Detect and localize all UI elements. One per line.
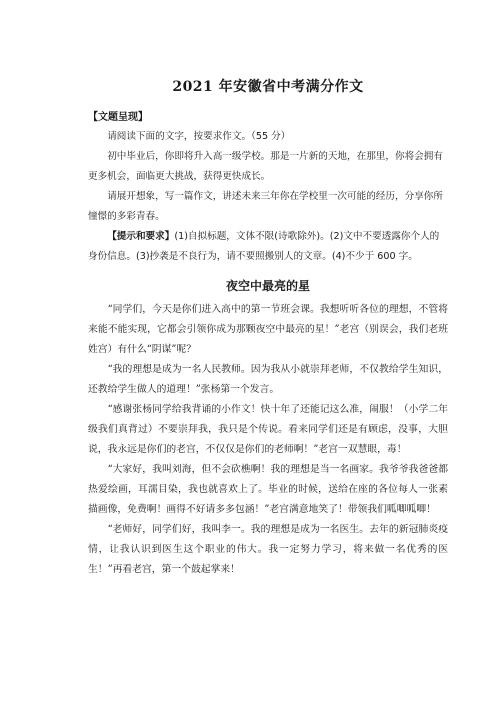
prompt-task: 请展开想象，写一篇作文，讲述未来三年你在学校里一次可能的经历，分享你所憧憬的多彩青春。 (88, 191, 443, 222)
essay-paragraph: “老师好，同学们好，我叫李一。我的理想是成为一名医生。去年的新冠肺炎疫情，让我认识到医生这个职业的伟大。我一定努力学习，将来做一名优秀的医生！”再看老宫，第一个鼓起掌来！ (88, 524, 448, 575)
section-label: 【文题呈现】 (88, 112, 148, 123)
requirements-label: 【提示和要求】 (107, 231, 175, 242)
essay-paragraph: “我的理想是成为一名人民教师。因为我从小就崇拜老师，不仅教给学生知识，还教给学生做人的道理！”张杨第一个发言。 (88, 364, 448, 395)
essay-paragraph: “同学们，今天是你们进入高中的第一节班会课。我想听听各位的理想，不管将来能不能实现，它都会引领你成为那颗夜空中最亮的星！”老宫（别误会，我们老班姓宫）有什么“阴谋”呢？ (88, 304, 448, 355)
essay-paragraph: “大家好，我叫刘海，但不会砍樵啊！我的理想是当一名画家。我爷爷我爸爸都热爱绘画，耳濡目染，我也就喜欢上了。毕业的时候，送给在座的各位每人一张素描画像，免费啊！画得不好请多多包涵！”老宫满意地笑了！带领我们呱唧呱唧！ (88, 464, 448, 515)
requirements (88, 227, 448, 267)
requirements-text: (1)自拟标题，文体不限(诗歌除外)。(2)文中不要透露你个人的身份信息。(3)抄袭是不良行为，请不要照搬别人的文章。(4)不少于 600 字。 (88, 231, 440, 262)
document-title: 2021 年安徽省中考满分作文 (172, 79, 364, 95)
prompt-intro: 请阅读下面的文字，按要求作文。（55 分） (107, 131, 291, 142)
essay-paragraph: “感谢张杨同学给我背诵的小作文！快十年了还能记这么准，闹服！（小学二年级我们真背过）不要崇拜我，我只是个传说。看来同学们还是有顾虑，没事，大胆说，我永远是你们的老宫，不仅仅是你们的老师啊！”老宫一双慧眼，毒！ (88, 404, 448, 455)
essay-title: 夜空中最亮的星 (225, 279, 310, 293)
prompt-text: 初中毕业后，你即将升入高一级学校。那是一片新的天地，在那里，你将会拥有更多机会，面临更大挑战，获得更快成长。 (88, 151, 443, 182)
